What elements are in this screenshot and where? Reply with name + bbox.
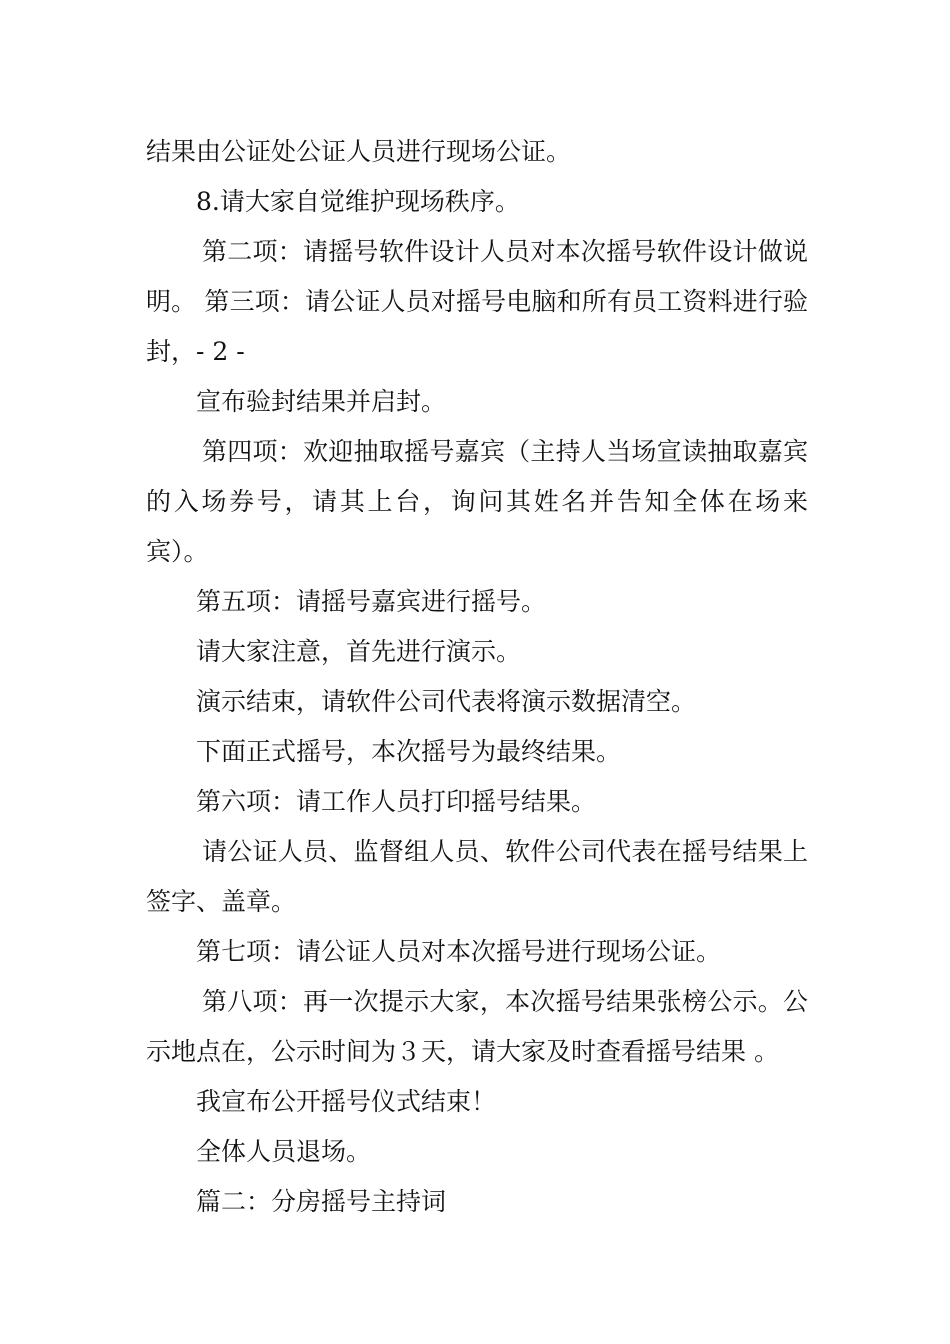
paragraph-7: 请大家注意，首先进行演示。 [196,637,522,666]
paragraph-2: 8.请大家自觉维护现场秩序。 [196,187,520,216]
paragraph-4: 宣布验封结果并启封。 [196,387,447,416]
paragraph-8: 演示结束，请软件公司代表将演示数据清空。 [196,687,697,716]
paragraph-16: 篇二：分房摇号主持词 [196,1187,447,1216]
paragraph-1: 结果由公证处公证人员进行现场公证。 [146,137,572,166]
paragraph-14: 我宣布公开摇号仪式结束！ [196,1087,497,1116]
document-body [146,127,808,1227]
paragraph-9: 下面正式摇号，本次摇号为最终结果。 [196,737,622,766]
paragraph-10: 第六项：请工作人员打印摇号结果。 [196,787,597,816]
paragraph-15: 全体人员退场。 [196,1137,372,1166]
paragraph-12: 第七项：请公证人员对本次摇号进行现场公证。 [196,937,722,966]
paragraph-5: 第四项：欢迎抽取摇号嘉宾（主持人当场宣读抽取嘉宾的入场券号，请其上台，询问其姓名并告知全体在场来宾）。 [146,437,808,566]
paragraph-6: 第五项：请摇号嘉宾进行摇号。 [196,587,547,616]
paragraph-11: 请公证人员、监督组人员、软件公司代表在摇号结果上签字、盖章。 [146,837,808,916]
paragraph-3: 第二项：请摇号软件设计人员对本次摇号软件设计做说明。 第三项：请公证人员对摇号电脑和所有员工资料进行验封，- 2 - [146,237,808,366]
paragraph-13: 第八项：再一次提示大家，本次摇号结果张榜公示。公示地点在，公示时间为３天，请大家及时查看摇号结果 。 [146,987,808,1066]
